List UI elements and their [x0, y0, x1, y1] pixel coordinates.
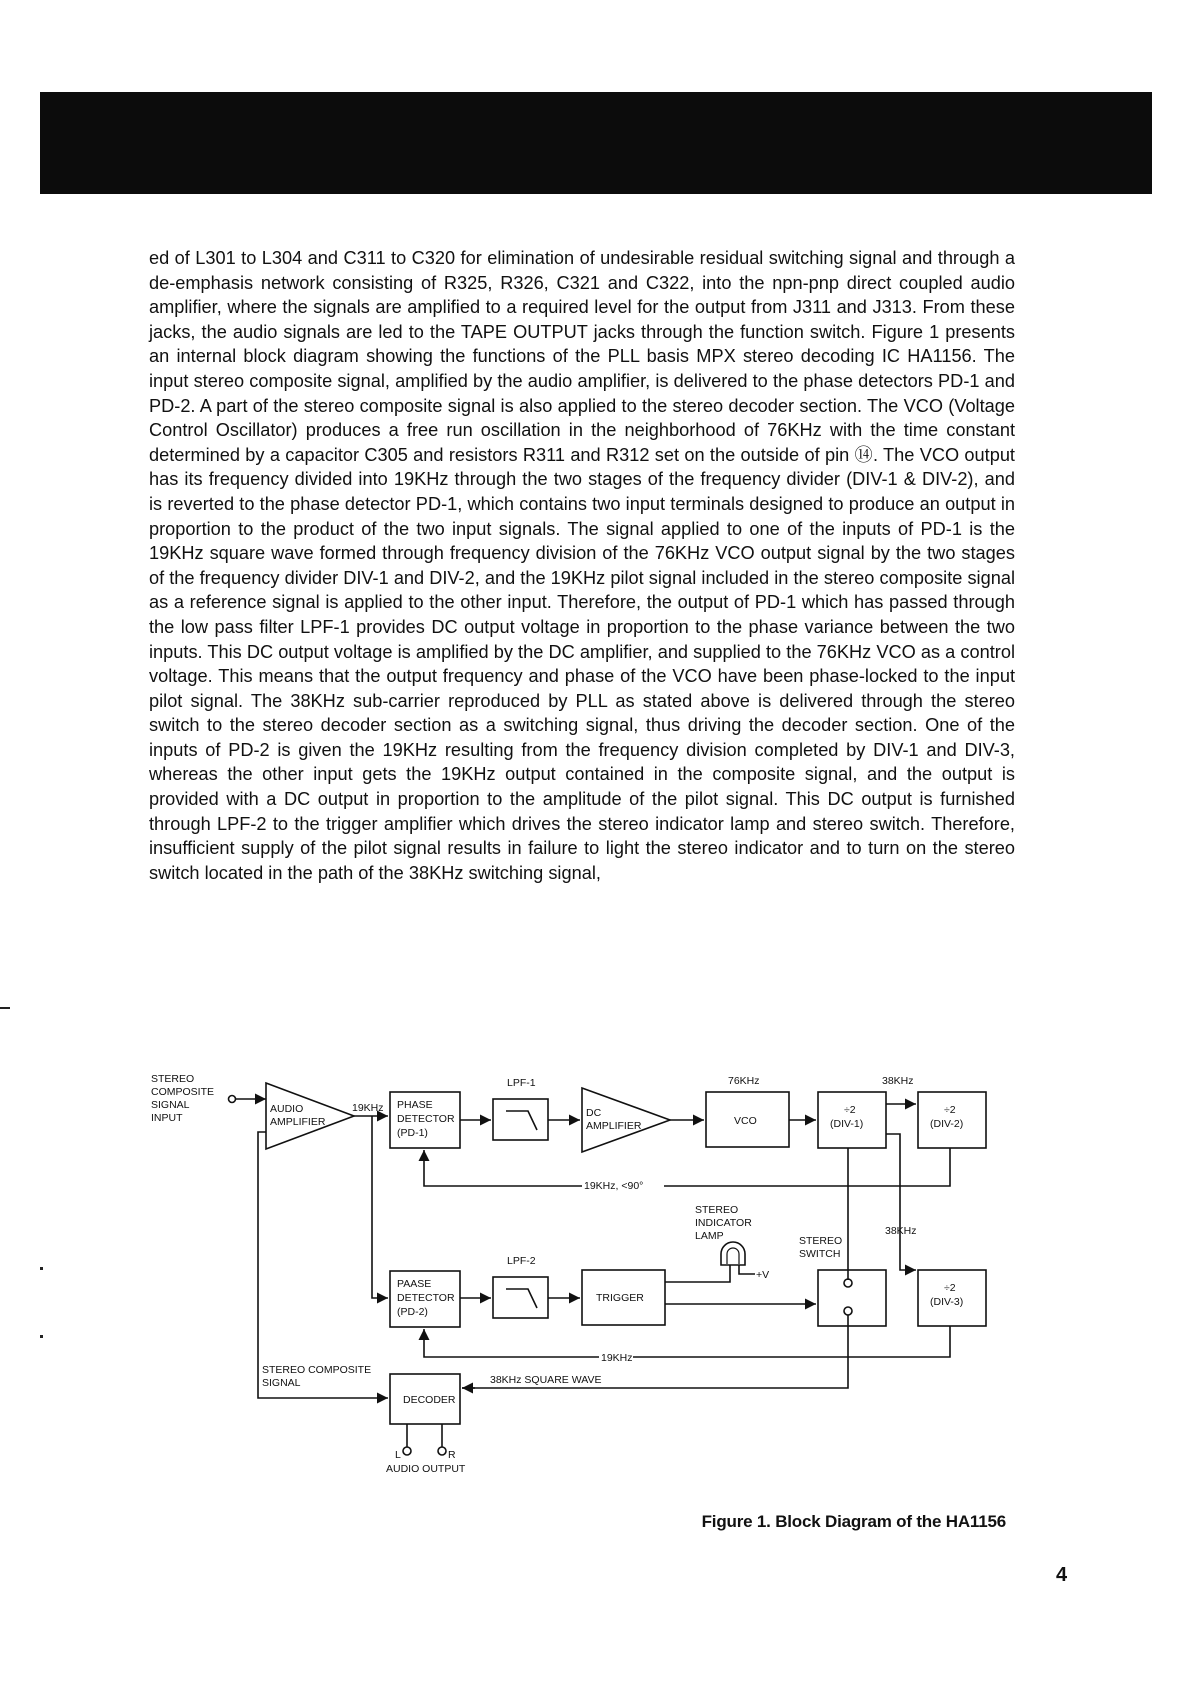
- header-black-band: [40, 92, 1152, 194]
- input-label-2: COMPOSITE: [151, 1086, 215, 1098]
- figure-caption: Figure 1. Block Diagram of the HA1156: [701, 1512, 1006, 1531]
- page-number: 4: [1056, 1564, 1068, 1586]
- margin-mark-dot: [40, 1267, 43, 1270]
- vco-label: VCO: [734, 1115, 757, 1127]
- label-19khz-bottom: 19KHz: [601, 1352, 633, 1364]
- div3-label-2: (DIV-3): [930, 1296, 964, 1308]
- wire-div1-div3: [886, 1134, 916, 1270]
- div1-label-1: ÷2: [844, 1104, 856, 1116]
- label-19khz-input: 19KHz: [352, 1102, 384, 1114]
- div3-label-1: ÷2: [944, 1282, 956, 1294]
- stereo-switch-block: [818, 1270, 886, 1326]
- body-paragraph: ed of L301 to L304 and C311 to C320 for elimination of undesirable residual switching signal and through a de-emphasis network consisting of R325, R326, C321 and C322, into the npn-pnp direct coupled audio amplifier, where the signals are amplified to a required level for the output from J311 and J313. From these jacks, the audio signals are led to the TAPE OUTPUT jacks through the function switch. Figure 1 presents an internal block diagram showing the functions of the PLL basis MPX stereo decoding IC HA1156. The input stereo composite signal, amplified by the audio amplifier, is delivered to the phase detectors PD-1 and PD-2. A part of the stereo composite signal is also applied to the stereo decoder section. The VCO (Voltage Control Oscillator) produces a free run oscillation in the neighborhood of 76KHz with the time constant determined by a capacitor C305 and resistors R311 and R312 set on the outside of pin ⑭. The VCO output has its frequency divided into 19KHz through the two stages of the frequency divider (DIV-1 & DIV-2), and is reverted to the phase detector PD-1, which contains two input terminals designed to produce an output in proportion to the product of the two input signals. The signal applied to one of the inputs of PD-1 is the 19KHz square wave formed through frequency division of the 76KHz VCO output signal by the two stages of the frequency divider DIV-1 and DIV-2, and the 19KHz pilot signal included in the stereo composite signal as a reference signal is applied to the other input. Therefore, the output of PD-1 which has passed through the low pass filter LPF-1 provides DC output voltage in proportion to the phase variance between the two inputs. This DC output voltage is amplified by the DC amplifier, and supplied to the 76KHz VCO as a control voltage. This means that the output frequency and phase of the VCO have been phase-locked to the input pilot signal. The 38KHz sub-carrier reproduced by PLL as stated above is delivered through the stereo switch to the stereo decoder section as a switching signal, thus driving the decoder section. One of the inputs of PD-2 is given the 19KHz resulting from the frequency division completed by DIV-1 and DIV-3, whereas the other input gets the 19KHz output contained in the composite signal, and the output is provided with a DC output in proportion to the amplitude of the pilot signal. This DC output is furnished through LPF-2 to the trigger amplifier which drives the stereo indicator lamp and stereo switch. Therefore, insufficient supply of the pilot signal results in failure to light the stereo indicator and to turn on the stereo switch located in the path of the 38KHz switching signal,: [149, 248, 1015, 883]
- lamp-filament: [727, 1248, 739, 1264]
- div2-label-1: ÷2: [944, 1104, 956, 1116]
- switch-contact-bottom: [844, 1307, 852, 1315]
- trigger-label: TRIGGER: [596, 1292, 644, 1304]
- div2-label-2: (DIV-2): [930, 1118, 964, 1130]
- left-output-label: L: [395, 1449, 401, 1461]
- label-76khz: 76KHz: [728, 1075, 760, 1087]
- left-output-terminal: [403, 1447, 411, 1455]
- label-38khz-mid: 38KHz: [885, 1225, 917, 1237]
- input-label-1: STEREO: [151, 1073, 195, 1085]
- switch-label-2: SWITCH: [799, 1248, 841, 1260]
- label-38khz-top: 38KHz: [882, 1075, 914, 1087]
- lpf2-symbol: [506, 1289, 537, 1308]
- audio-amp-label-1: AUDIO: [270, 1103, 304, 1115]
- pd2-label-2: DETECTOR: [397, 1292, 455, 1304]
- right-output-label: R: [448, 1449, 456, 1461]
- lamp-label-2: INDICATOR: [695, 1217, 752, 1229]
- wire-feedback-pd2: [424, 1326, 950, 1357]
- wire-feedback-pd1: [424, 1148, 950, 1186]
- dc-amp-label-2: AMPLIFIER: [586, 1120, 642, 1132]
- lpf1-label: LPF-1: [507, 1077, 536, 1089]
- lpf2-block: [493, 1277, 548, 1318]
- pd2-label-3: (PD-2): [397, 1306, 428, 1318]
- div1-label-2: (DIV-1): [830, 1118, 864, 1130]
- switch-contact-top: [844, 1279, 852, 1287]
- square-wave-label: 38KHz SQUARE WAVE: [490, 1374, 602, 1386]
- switch-label-1: STEREO: [799, 1235, 843, 1247]
- input-label-3: SIGNAL: [151, 1099, 190, 1111]
- decoder-label: DECODER: [403, 1394, 456, 1406]
- margin-mark-left: [0, 1007, 10, 1009]
- dc-amp-label-1: DC: [586, 1107, 602, 1119]
- audio-amp-label-2: AMPLIFIER: [270, 1116, 326, 1128]
- audio-output-label: AUDIO OUTPUT: [386, 1463, 466, 1475]
- composite-label-2: SIGNAL: [262, 1377, 301, 1389]
- pd1-label-3: (PD-1): [397, 1127, 428, 1139]
- plus-v-label: +V: [756, 1269, 770, 1281]
- feedback-label-pd1: 19KHz, <90°: [584, 1180, 644, 1192]
- wire-composite-decoder: [258, 1132, 388, 1398]
- block-diagram: [150, 1068, 1000, 1494]
- wire-trigger-lamp: [665, 1265, 730, 1282]
- lamp-label-1: STEREO: [695, 1204, 739, 1216]
- input-terminal: [229, 1096, 236, 1103]
- lpf1-block: [493, 1099, 548, 1140]
- margin-mark-dot: [40, 1335, 43, 1338]
- lpf1-symbol: [506, 1111, 537, 1130]
- wire-amp-pd2: [372, 1116, 388, 1298]
- pd1-label-2: DETECTOR: [397, 1113, 455, 1125]
- lamp-label-3: LAMP: [695, 1230, 724, 1242]
- pd1-label-1: PHASE: [397, 1099, 433, 1111]
- lpf2-label: LPF-2: [507, 1255, 536, 1267]
- composite-label-1: STEREO COMPOSITE: [262, 1364, 372, 1376]
- input-label-4: INPUT: [151, 1112, 183, 1124]
- wire-lamp-v: [739, 1265, 755, 1274]
- right-output-terminal: [438, 1447, 446, 1455]
- pd2-label-1: PAASE: [397, 1278, 432, 1290]
- stereo-indicator-lamp: [721, 1242, 745, 1265]
